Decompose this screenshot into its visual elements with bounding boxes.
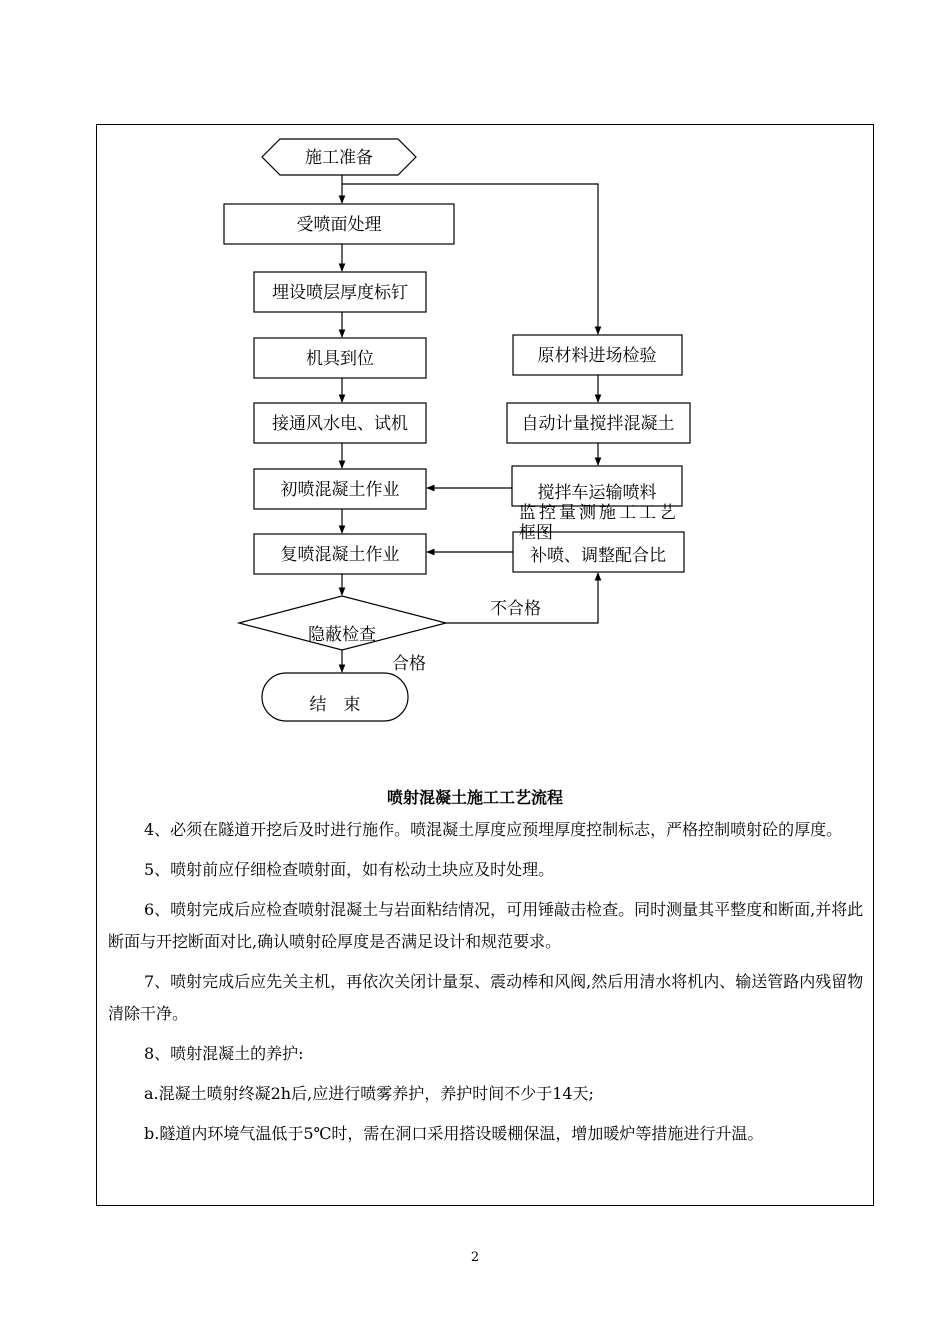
- step-label: 机具到位: [306, 349, 374, 369]
- paragraph: b.隧道内环境气温低于5℃时，需在洞口采用搭设暖棚保温，增加暖炉等措施进行升温。: [144, 1124, 764, 1143]
- pass-label: 合格: [392, 654, 426, 674]
- figure-caption: 喷射混凝土施工工艺流程: [386, 788, 563, 807]
- step-label: 自动计量搅拌混凝土: [521, 414, 675, 434]
- step-label: 埋设喷层厚度标钉: [272, 283, 408, 303]
- step-label: 初喷混凝土作业: [280, 480, 400, 500]
- step-label: 受喷面处理: [296, 215, 382, 235]
- paragraph: 6、喷射完成后应检查喷射混凝土与岩面粘结情况，可用锤敲击检查。同时测量其平整度和断面,并将此断面与开挖断面对比,确认喷射砼厚度是否满足设计和规范要求。: [108, 900, 864, 951]
- body-text: [108, 814, 868, 1150]
- paragraph: a.混凝土喷射终凝2h后,应进行喷雾养护，养护时间不少于14天;: [144, 1084, 594, 1103]
- decision-label: 隐蔽检查: [308, 625, 376, 645]
- overlay-note-line1: 监控量测施工工艺: [519, 503, 679, 523]
- overlay-note-line2: 框图: [519, 523, 553, 543]
- step-label: 接通风水电、试机: [272, 414, 408, 434]
- start-label: 施工准备: [305, 148, 373, 168]
- paragraph: 4、必须在隧道开挖后及时进行施作。喷混凝土厚度应预埋厚度控制标志，严格控制喷射砼的厚度。: [144, 820, 843, 839]
- paragraph: 8、喷射混凝土的养护:: [144, 1044, 304, 1063]
- fail-label: 不合格: [490, 599, 541, 619]
- step-label: 搅拌车运输喷料: [537, 483, 657, 503]
- step-label: 补喷、调整配合比: [530, 546, 666, 566]
- page-number: 2: [470, 1250, 480, 1265]
- paragraph: 7、喷射完成后应先关主机，再依次关闭计量泵、震动棒和风阀,然后用清水将机内、输送管路内残留物清除干净。: [108, 972, 864, 1023]
- paragraph: 5、喷射前应仔细检查喷射面，如有松动土块应及时处理。: [144, 860, 555, 879]
- step-label: 原材料进场检验: [537, 346, 657, 366]
- end-label: 结 束: [309, 695, 361, 715]
- step-label: 复喷混凝土作业: [280, 545, 400, 565]
